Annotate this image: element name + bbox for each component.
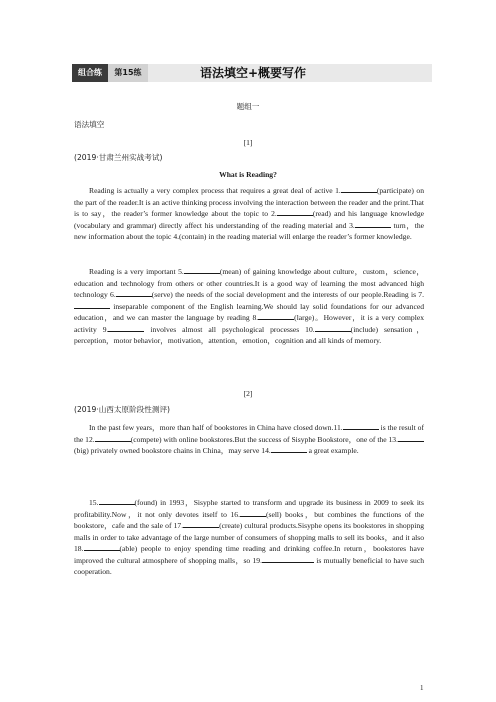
passage-1-paragraph-2: Reading is a very important 5. (mean) of gaining knowledge about culture，custom，science，education and technology from others or other countries.It is a good way of learning the most advanced high technology 6. (serve) the needs of the social development and the interests of our people.Reading is 7. inseparable component of the English learning.We should lay solid foundations for our advanced education，and we can master the language by reading 8. (large)。However，it is a very complex activity 9. involves almost all psychological processes 10. (include) sensation，perception，motor behavior，motivation，attention，emotion，cognition and all kinds of memory. [74, 267, 424, 345]
blank-14[interactable] [271, 445, 307, 453]
blank-18[interactable] [84, 543, 120, 551]
passage-2-source: (2019·山西太原阶段性测评) [74, 405, 171, 414]
blank-12[interactable] [95, 434, 131, 442]
page-number: 1 [420, 684, 424, 692]
blank-2[interactable] [277, 208, 313, 216]
group-label: 题组一 [236, 102, 260, 111]
header-badge-lesson: 第15练 [108, 64, 148, 82]
blank-5[interactable] [184, 266, 220, 274]
blank-16[interactable] [240, 509, 266, 517]
blank-3[interactable] [355, 220, 391, 228]
section-label: 语法填空 [74, 120, 105, 129]
blank-15[interactable] [99, 497, 135, 505]
blank-13[interactable] [398, 434, 424, 442]
blank-10[interactable] [315, 324, 351, 332]
passage-2-paragraph-1: In the past few years，more than half of bookstores in China have closed down.11. is the result of the 12. (compete) with online bookstores.But the success of Sisyphe Bookstore，one of the 13.(big) privately owned bookstore chains in China，may serve 14. a great example. [74, 423, 424, 455]
blank-8[interactable] [258, 312, 294, 320]
blank-1[interactable] [341, 185, 377, 193]
blank-7[interactable] [74, 301, 110, 309]
blank-11[interactable] [343, 422, 379, 430]
passage-1-number: [1] [243, 138, 253, 147]
passage-1-title: What is Reading? [219, 170, 277, 179]
blank-19[interactable] [262, 555, 314, 563]
blank-9[interactable] [108, 324, 144, 332]
page-title: 语法填空+概要写作 [200, 66, 307, 80]
header-badge-combo: 组合练 [72, 64, 108, 82]
blank-17[interactable] [183, 520, 219, 528]
passage-2-number: [2] [243, 389, 253, 398]
passage-2-paragraph-2: 15. (found) in 1993，Sisyphe started to transform and upgrade its business in 2009 to seek its profitability.Now，it not only devotes itself to 16. (sell) books，but combines the functions of the bookstore，cafe and the sale of 17. (create) cultural products.Sisyphe opens its bookstores in shopping malls in order to take advantage of the large number of consumers of shopping malls to sell its books，and it also 18. (able) people to enjoy spending time reading and drinking coffee.In return，bookstores have improved the cultural atmosphere of shopping malls，so 19. is mutually beneficial to have such cooperation. [74, 498, 425, 576]
passage-1-paragraph-1: Reading is actually a very complex process that requires a great deal of active 1. (participate) on the part of the reader.It is an active thinking process involving the interaction between the reader and the print.That is to say，the reader’s former knowledge about the topic to 2. (read) and his language knowledge (vocabulary and grammar) directly affect his understanding of the reading material and 3. turn，the new information about the topic 4.(contain) in the reading material will enlarge the reader’s former knowledge. [74, 186, 424, 241]
header-bar [72, 64, 432, 82]
blank-6[interactable] [116, 289, 152, 297]
passage-1-source: (2019·甘肃兰州实战考试) [74, 153, 163, 162]
